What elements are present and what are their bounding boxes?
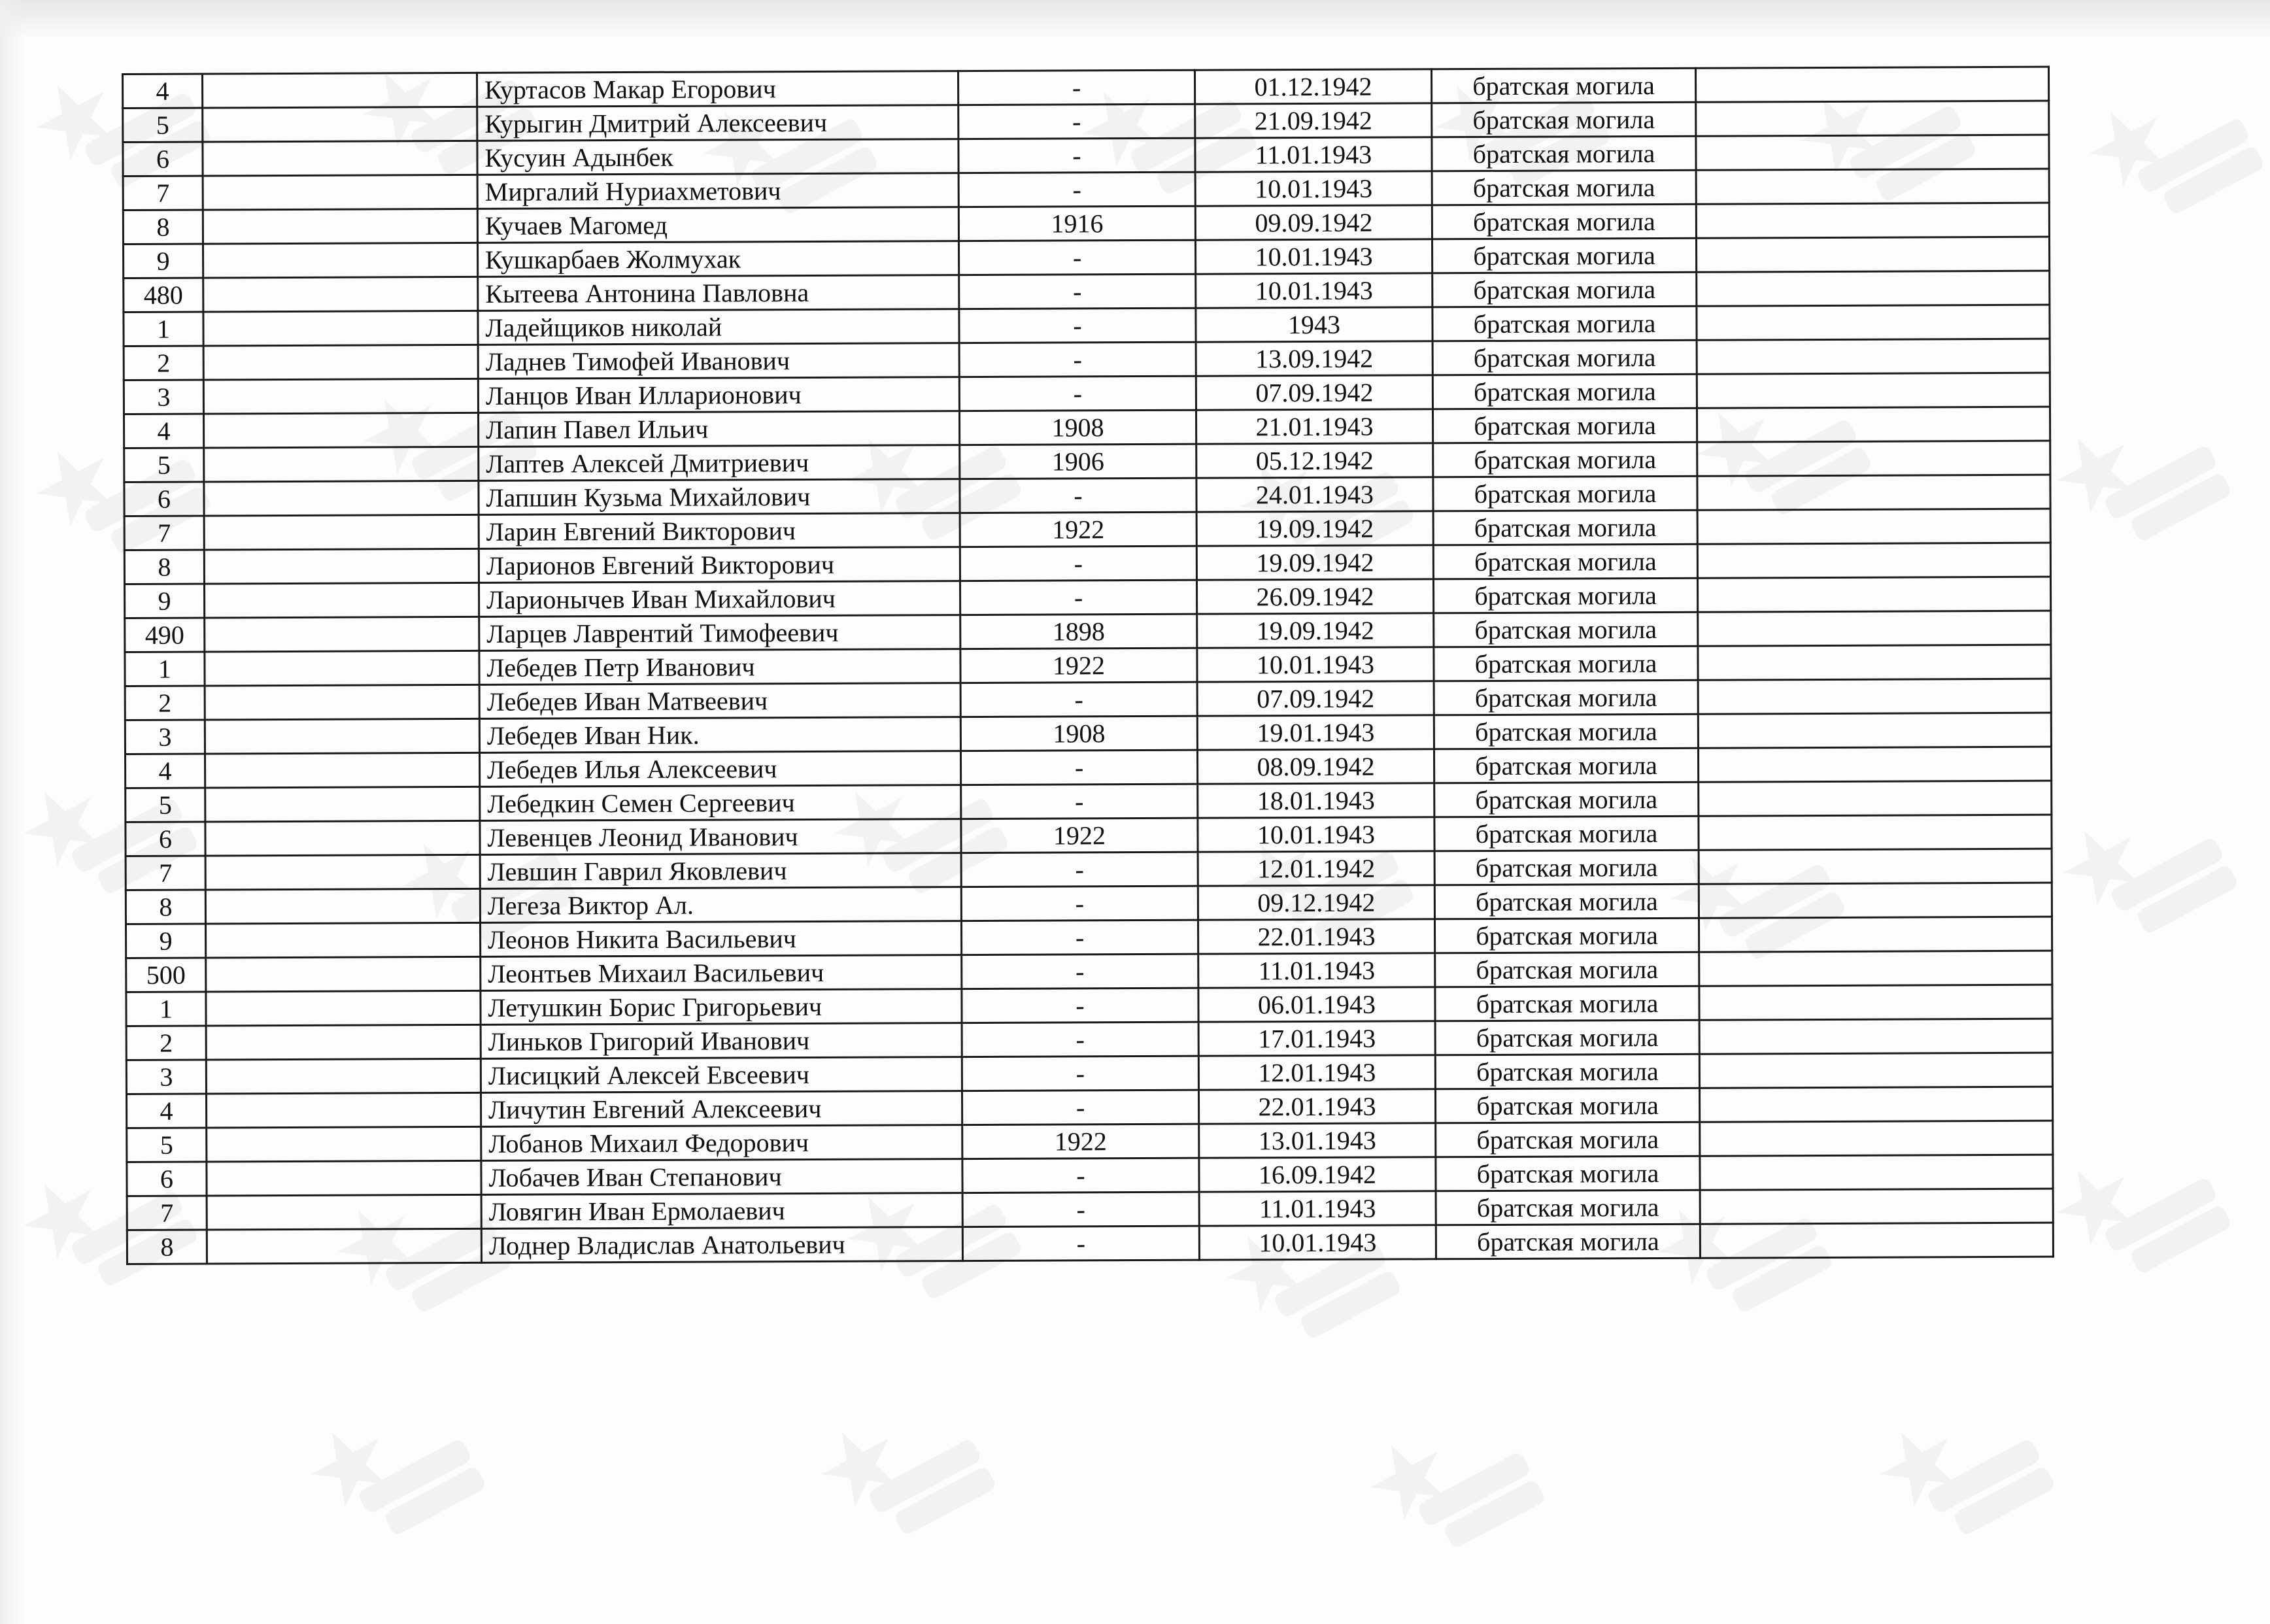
row-number-cell: 2 <box>125 686 205 720</box>
death-date-cell: 19.09.1942 <box>1196 511 1433 546</box>
full-name-cell: Кучаев Магомед <box>477 207 958 243</box>
star-logo-watermark <box>2067 47 2270 260</box>
burial-place-cell: братская могила <box>1434 714 1698 749</box>
note-cell <box>1697 373 2050 408</box>
full-name-cell: Ладейщиков николай <box>478 309 959 345</box>
full-name-cell: Кытеева Антонина Павловна <box>478 275 959 311</box>
death-date-cell: 1943 <box>1196 307 1432 342</box>
full-name-cell: Летушкин Борис Григорьевич <box>481 989 962 1025</box>
blank-cell <box>206 1092 481 1128</box>
blank-cell <box>205 685 479 720</box>
burial-place-cell: братская могила <box>1433 578 1697 613</box>
blank-cell <box>205 651 479 686</box>
full-name-cell: Левенцев Леонид Иванович <box>480 819 961 855</box>
blank-cell <box>205 787 480 822</box>
burial-place-cell: братская могила <box>1434 646 1698 681</box>
row-number-cell: 7 <box>124 516 204 550</box>
full-name-cell: Лобачев Иван Степанович <box>481 1159 962 1195</box>
death-date-cell: 19.09.1942 <box>1197 613 1434 648</box>
note-cell <box>1696 237 2049 272</box>
registry-body <box>123 67 2054 1264</box>
burial-place-cell: братская могила <box>1432 238 1696 273</box>
row-number-cell: 5 <box>123 108 203 142</box>
row-number-cell: 6 <box>123 142 203 176</box>
star-logo-watermark <box>798 1368 1019 1580</box>
burial-place-cell: братская могила <box>1433 510 1697 545</box>
birth-year-cell: - <box>958 70 1194 105</box>
row-number-cell: 8 <box>126 890 205 924</box>
birth-year-cell: 1908 <box>959 410 1196 445</box>
blank-cell <box>207 1160 481 1196</box>
birth-year-cell: - <box>962 1192 1199 1226</box>
birth-year-cell: - <box>962 1022 1198 1057</box>
death-date-cell: 19.09.1942 <box>1196 545 1433 580</box>
burial-place-cell: братская могила <box>1436 1224 1700 1259</box>
blank-cell <box>205 719 479 754</box>
row-number-cell: 4 <box>125 754 205 788</box>
row-number-cell: 1 <box>124 312 203 346</box>
full-name-cell: Ларионычев Иван Михайлович <box>479 581 960 617</box>
blank-cell <box>203 209 477 244</box>
full-name-cell: Лисицкий Алексей Евсеевич <box>481 1057 962 1093</box>
birth-year-cell: - <box>962 1158 1199 1193</box>
star-logo-watermark <box>2034 374 2255 586</box>
note-cell <box>1697 577 2050 612</box>
birth-year-cell: - <box>961 784 1198 819</box>
death-date-cell: 12.01.1942 <box>1198 851 1434 886</box>
star-logo-watermark <box>1347 1381 1568 1593</box>
burial-place-cell: братская могила <box>1432 340 1697 375</box>
row-number-cell: 8 <box>127 1230 207 1264</box>
death-date-cell: 07.09.1942 <box>1196 375 1432 410</box>
burial-place-cell: братская могила <box>1435 1020 1699 1055</box>
full-name-cell: Лебедев Иван Ник. <box>479 717 960 753</box>
note-cell <box>1697 509 2050 544</box>
death-date-cell: 12.01.1943 <box>1198 1055 1435 1090</box>
full-name-cell: Лебедев Петр Иванович <box>479 649 960 685</box>
birth-year-cell: - <box>961 852 1198 887</box>
note-cell <box>1699 951 2052 986</box>
note-cell <box>1699 883 2052 918</box>
row-number-cell: 4 <box>123 74 203 108</box>
star-logo-watermark <box>288 1368 509 1580</box>
blank-cell <box>203 345 478 380</box>
blank-cell <box>206 990 481 1026</box>
burial-place-cell: братская могила <box>1433 476 1697 511</box>
note-cell <box>1699 849 2052 884</box>
blank-cell <box>203 311 478 346</box>
burial-place-cell: братская могила <box>1434 850 1699 885</box>
birth-year-cell: 1922 <box>962 1124 1199 1159</box>
blank-cell <box>205 753 479 788</box>
full-name-cell: Лебедев Илья Алексеевич <box>479 751 960 787</box>
birth-year-cell: - <box>958 138 1195 173</box>
row-number-cell: 3 <box>125 720 205 754</box>
death-date-cell: 10.01.1943 <box>1195 171 1432 206</box>
burial-place-cell: братская могила <box>1435 1054 1699 1089</box>
blank-cell <box>205 854 480 890</box>
row-number-cell: 5 <box>124 448 204 482</box>
full-name-cell: Леонов Никита Васильевич <box>480 921 961 957</box>
burial-place-cell: братская могила <box>1432 306 1697 341</box>
row-number-cell: 9 <box>125 584 205 618</box>
note-cell <box>1696 203 2049 238</box>
birth-year-cell: - <box>960 750 1197 785</box>
full-name-cell: Ладнев Тимофей Иванович <box>478 343 959 379</box>
birth-year-cell: - <box>961 920 1198 955</box>
full-name-cell: Левшин Гаврил Яковлевич <box>480 853 961 889</box>
death-date-cell: 10.01.1943 <box>1196 273 1432 308</box>
blank-cell <box>204 583 479 618</box>
death-date-cell: 07.09.1942 <box>1197 681 1434 716</box>
note-cell <box>1699 781 2052 816</box>
note-cell <box>1700 1155 2053 1190</box>
burial-place-cell: братская могила <box>1432 102 1696 137</box>
death-date-cell: 10.01.1943 <box>1199 1225 1436 1260</box>
birth-year-cell: 1922 <box>961 818 1198 853</box>
birth-year-cell: 1898 <box>960 614 1197 649</box>
star-logo-watermark <box>2041 766 2262 979</box>
burial-place-cell: братская могила <box>1434 680 1698 715</box>
row-number-cell: 490 <box>125 618 205 652</box>
full-name-cell: Куртасов Макар Егорович <box>477 71 958 107</box>
birth-year-cell: - <box>959 342 1196 377</box>
row-number-cell: 5 <box>126 788 205 822</box>
full-name-cell: Легеза Виктор Ал. <box>480 887 961 923</box>
note-cell <box>1698 611 2051 646</box>
burial-place-cell: братская могила <box>1436 1156 1700 1191</box>
note-cell <box>1699 1087 2052 1122</box>
burial-place-cell: братская могила <box>1434 884 1699 919</box>
full-name-cell: Линьков Григорий Иванович <box>481 1023 962 1059</box>
birth-year-cell: 1908 <box>960 716 1197 751</box>
burial-place-cell: братская могила <box>1432 272 1697 307</box>
birth-year-cell: - <box>960 580 1196 615</box>
blank-cell <box>203 73 477 108</box>
note-cell <box>1698 679 2051 714</box>
row-number-cell: 9 <box>126 924 205 958</box>
blank-cell <box>204 481 479 516</box>
burial-place-cell: братская могила <box>1432 170 1696 205</box>
burial-place-cell: братская могила <box>1434 816 1699 851</box>
birth-year-cell: - <box>962 1226 1199 1260</box>
full-name-cell: Миргалий Нуриахметович <box>477 173 958 209</box>
burial-place-cell: братская могила <box>1434 612 1698 647</box>
note-cell <box>1695 67 2048 102</box>
row-number-cell: 480 <box>124 278 203 312</box>
blank-cell <box>203 243 478 278</box>
burial-place-cell: братская могила <box>1434 748 1698 783</box>
note-cell <box>1700 1189 2053 1224</box>
death-date-cell: 08.09.1942 <box>1197 749 1434 784</box>
row-number-cell: 7 <box>126 856 205 890</box>
row-number-cell: 6 <box>127 1162 207 1196</box>
full-name-cell: Лапшин Кузьма Михайлович <box>479 479 960 515</box>
full-name-cell: Лаптев Алексей Дмитриевич <box>479 445 960 481</box>
birth-year-cell: 1922 <box>960 512 1196 547</box>
death-date-cell: 22.01.1943 <box>1198 919 1434 954</box>
full-name-cell: Ларцев Лаврентий Тимофеевич <box>479 615 960 651</box>
row-number-cell: 8 <box>124 550 204 584</box>
note-cell <box>1699 1019 2052 1054</box>
note-cell <box>1696 169 2049 204</box>
birth-year-cell: - <box>961 886 1198 921</box>
blank-cell <box>204 447 479 482</box>
death-date-cell: 09.09.1942 <box>1195 205 1432 240</box>
birth-year-cell: - <box>962 954 1198 989</box>
burial-place-cell: братская могила <box>1436 1190 1700 1225</box>
birth-year-cell: - <box>962 1090 1198 1125</box>
blank-cell <box>204 549 479 584</box>
note-cell <box>1697 475 2050 510</box>
row-number-cell: 2 <box>126 1026 206 1060</box>
death-date-cell: 21.01.1943 <box>1196 409 1432 444</box>
birth-year-cell: - <box>960 478 1196 513</box>
blank-cell <box>203 107 477 142</box>
note-cell <box>1697 271 2050 306</box>
burial-place-cell: братская могила <box>1435 1088 1699 1123</box>
row-number-cell: 500 <box>126 958 206 992</box>
burial-registry-table <box>122 66 2054 1265</box>
death-date-cell: 21.09.1942 <box>1195 103 1432 138</box>
burial-place-cell: братская могила <box>1436 1122 1700 1157</box>
full-name-cell: Лапин Павел Ильич <box>478 411 959 447</box>
death-date-cell: 06.01.1943 <box>1198 987 1435 1022</box>
burial-place-cell: братская могила <box>1432 374 1697 409</box>
blank-cell <box>204 413 479 448</box>
row-number-cell: 3 <box>126 1060 206 1094</box>
full-name-cell: Лебедев Иван Матвеевич <box>479 683 960 719</box>
death-date-cell: 10.01.1943 <box>1198 817 1434 852</box>
row-number-cell: 7 <box>123 176 203 210</box>
row-number-cell: 9 <box>124 244 203 278</box>
blank-cell <box>205 922 480 958</box>
blank-cell <box>206 1058 481 1094</box>
death-date-cell: 17.01.1943 <box>1198 1021 1435 1056</box>
scan-shadow-top <box>0 0 2270 39</box>
note-cell <box>1698 645 2051 680</box>
birth-year-cell: - <box>960 546 1196 581</box>
birth-year-cell: - <box>958 172 1195 207</box>
row-number-cell: 2 <box>124 346 203 380</box>
death-date-cell: 18.01.1943 <box>1198 783 1434 818</box>
blank-cell <box>203 175 477 210</box>
burial-place-cell: братская могила <box>1435 952 1699 987</box>
blank-cell <box>205 888 480 924</box>
birth-year-cell: - <box>958 104 1195 139</box>
birth-year-cell: 1906 <box>960 444 1196 479</box>
note-cell <box>1698 713 2051 748</box>
death-date-cell: 11.01.1943 <box>1199 1191 1436 1226</box>
note-cell <box>1697 305 2050 340</box>
birth-year-cell: - <box>962 988 1198 1023</box>
full-name-cell: Лоднер Владислав Анатольевич <box>481 1227 962 1263</box>
note-cell <box>1697 441 2050 476</box>
full-name-cell: Кушкарбаев Жолмухак <box>478 241 959 277</box>
row-number-cell: 6 <box>124 482 204 516</box>
row-number-cell: 5 <box>127 1128 207 1162</box>
row-number-cell: 8 <box>123 210 203 244</box>
blank-cell <box>206 1024 481 1060</box>
burial-place-cell: братская могила <box>1432 136 1696 171</box>
note-cell <box>1700 1121 2053 1156</box>
birth-year-cell: - <box>960 682 1197 717</box>
death-date-cell: 10.01.1943 <box>1195 239 1432 274</box>
death-date-cell: 19.01.1943 <box>1197 715 1434 750</box>
death-date-cell: 24.01.1943 <box>1196 477 1433 512</box>
death-date-cell: 10.01.1943 <box>1197 647 1434 682</box>
death-date-cell: 13.01.1943 <box>1199 1123 1436 1158</box>
note-cell <box>1696 101 2049 136</box>
burial-place-cell: братская могила <box>1435 986 1699 1021</box>
full-name-cell: Ларин Евгений Викторович <box>479 513 960 549</box>
blank-cell <box>207 1228 481 1264</box>
row-number-cell: 4 <box>126 1094 206 1128</box>
blank-cell <box>203 379 478 414</box>
burial-place-cell: братская могила <box>1432 204 1696 239</box>
row-number-cell: 3 <box>124 380 203 414</box>
star-logo-watermark <box>1857 1368 2078 1580</box>
death-date-cell: 26.09.1942 <box>1196 579 1433 614</box>
blank-cell <box>205 820 480 856</box>
death-date-cell: 16.09.1942 <box>1199 1157 1436 1192</box>
burial-place-cell: братская могила <box>1431 68 1695 103</box>
note-cell <box>1697 543 2050 578</box>
death-date-cell: 11.01.1943 <box>1198 953 1435 988</box>
note-cell <box>1697 339 2050 374</box>
birth-year-cell: - <box>959 376 1196 411</box>
death-date-cell: 01.12.1942 <box>1194 69 1431 104</box>
full-name-cell: Лебедкин Семен Сергеевич <box>480 785 961 821</box>
full-name-cell: Ларионов Евгений Викторович <box>479 547 960 583</box>
full-name-cell: Лобанов Михаил Федорович <box>481 1125 962 1161</box>
death-date-cell: 09.12.1942 <box>1198 885 1434 920</box>
star-logo-watermark <box>2034 1106 2255 1319</box>
blank-cell <box>204 515 479 550</box>
birth-year-cell: - <box>958 240 1195 275</box>
blank-cell <box>203 141 477 176</box>
note-cell <box>1699 917 2052 952</box>
burial-place-cell: братская могила <box>1433 442 1697 477</box>
death-date-cell: 05.12.1942 <box>1196 443 1433 478</box>
full-name-cell: Ланцов Иван Илларионович <box>478 377 959 413</box>
blank-cell <box>207 1126 481 1162</box>
death-date-cell: 11.01.1943 <box>1195 137 1432 172</box>
row-number-cell: 4 <box>124 414 204 448</box>
note-cell <box>1696 135 2049 170</box>
burial-place-cell: братская могила <box>1434 918 1699 953</box>
note-cell <box>1699 815 2052 850</box>
note-cell <box>1700 1223 2053 1258</box>
birth-year-cell: 1922 <box>960 648 1197 683</box>
blank-cell <box>207 1194 481 1230</box>
full-name-cell: Личутин Евгений Алексеевич <box>481 1091 962 1127</box>
birth-year-cell: - <box>959 274 1196 309</box>
full-name-cell: Курыгин Дмитрий Алексеевич <box>477 105 958 141</box>
row-number-cell: 1 <box>125 652 205 686</box>
burial-place-cell: братская могила <box>1434 782 1699 817</box>
burial-place-cell: братская могила <box>1432 408 1697 443</box>
birth-year-cell: 1916 <box>958 206 1195 241</box>
blank-cell <box>206 956 481 992</box>
blank-cell <box>205 617 479 652</box>
note-cell <box>1698 747 2051 782</box>
note-cell <box>1699 985 2052 1020</box>
row-number-cell: 6 <box>126 822 205 856</box>
birth-year-cell: - <box>962 1056 1198 1091</box>
full-name-cell: Леонтьев Михаил Васильевич <box>481 955 962 991</box>
blank-cell <box>203 277 478 312</box>
full-name-cell: Кусуин Адынбек <box>477 139 958 175</box>
full-name-cell: Ловягин Иван Ермолаевич <box>481 1193 962 1229</box>
burial-place-cell: братская могила <box>1433 544 1697 579</box>
note-cell <box>1697 407 2050 442</box>
note-cell <box>1699 1053 2052 1088</box>
death-date-cell: 22.01.1943 <box>1198 1089 1435 1124</box>
row-number-cell: 7 <box>127 1196 207 1230</box>
birth-year-cell: - <box>959 308 1196 343</box>
table-row <box>127 1223 2053 1264</box>
row-number-cell: 1 <box>126 992 206 1026</box>
death-date-cell: 13.09.1942 <box>1196 341 1432 376</box>
